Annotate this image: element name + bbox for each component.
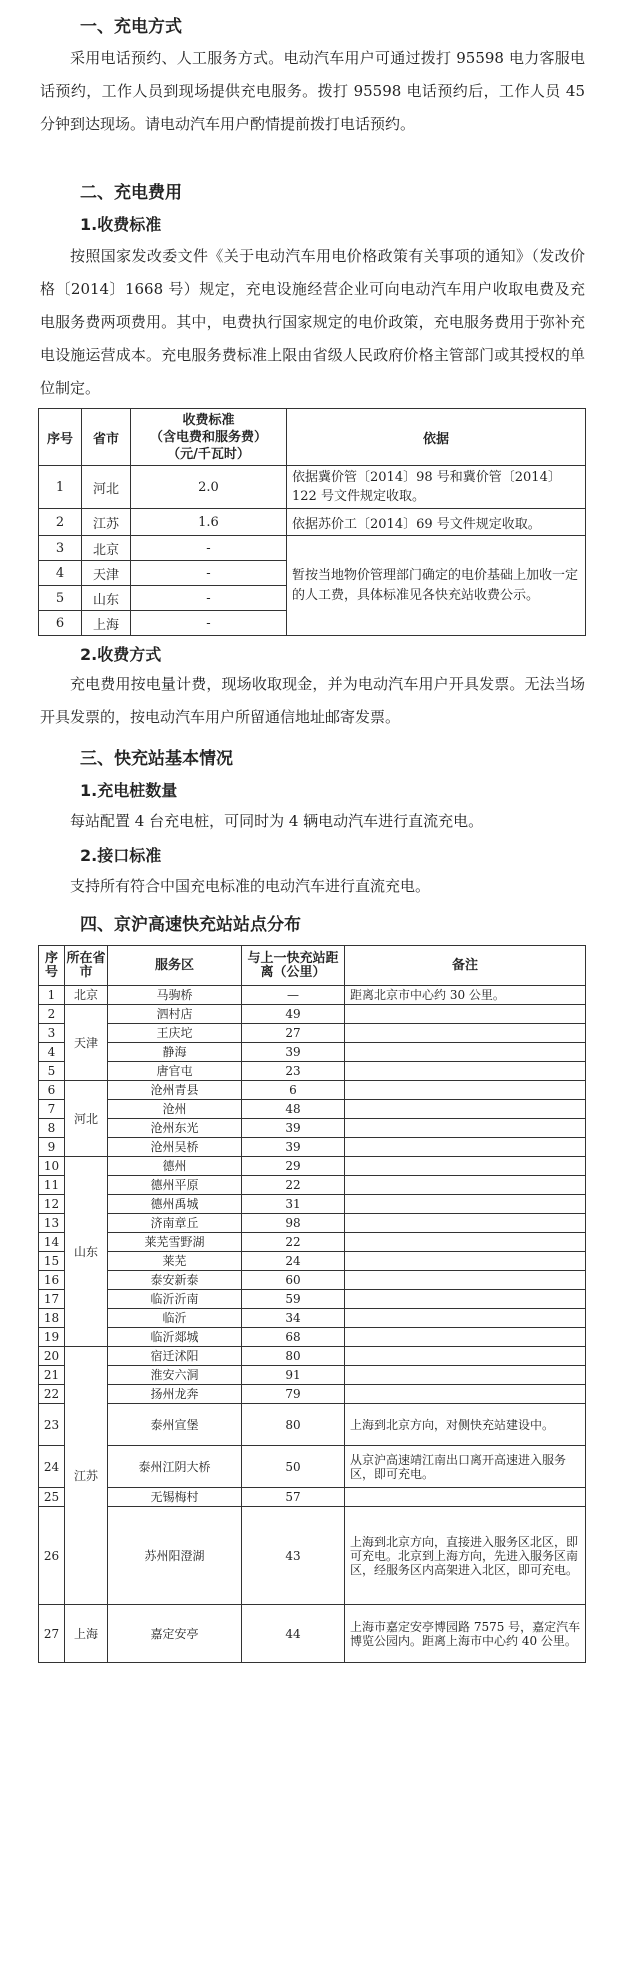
cell-service-area: 莱芜雪野湖: [108, 1233, 242, 1252]
cell-note: [345, 1366, 586, 1385]
cell-distance: 49: [242, 1005, 345, 1024]
cell-distance: 27: [242, 1024, 345, 1043]
cell-province: 上海: [65, 1605, 108, 1663]
cell-distance: 34: [242, 1309, 345, 1328]
section-1-title: 一、充电方式: [80, 17, 182, 37]
cell-service-area: 嘉定安亭: [108, 1605, 242, 1663]
cell-note: 上海到北京方向，对侧快充站建设中。: [345, 1404, 586, 1446]
section-3-subtitle-2: 2.接口标准: [80, 846, 162, 865]
section-2-paragraph-1: 按照国家发改委文件《关于电动汽车用电价格政策有关事项的通知》（发改价格〔2014〕1668 号）规定，充电设施经营企业可向电动汽车用户收取电费及充电服务费两项费用。其中，电费执行国家规定的电价政策，充电服务费用于弥补充电设施运营成本。充电服务费标准上限由省级人民政府价格主管部门或其授权的单位制定。: [40, 247, 585, 397]
cell-service-area: 泰州江阴大桥: [108, 1446, 242, 1488]
cell-no: 23: [39, 1404, 65, 1446]
table-row: [39, 1309, 586, 1328]
cell-note: [345, 1195, 586, 1214]
cell-distance: 68: [242, 1328, 345, 1347]
cell-service-area: 沧州: [108, 1100, 242, 1119]
table-row: [39, 1062, 586, 1081]
cell-province: 江苏: [65, 1347, 108, 1605]
table-row: [39, 1290, 586, 1309]
cell-province: 河北: [82, 466, 131, 509]
table-row: [39, 1366, 586, 1385]
cell-note: [345, 1005, 586, 1024]
cell-fee: -: [131, 536, 287, 561]
cell-service-area: 泰州宣堡: [108, 1404, 242, 1446]
cell-note: [345, 1252, 586, 1271]
cell-no: 19: [39, 1328, 65, 1347]
table-row: [39, 986, 586, 1005]
cell-distance: 50: [242, 1446, 345, 1488]
cell-distance: 91: [242, 1366, 345, 1385]
cell-note: [345, 1271, 586, 1290]
cell-no: 1: [39, 986, 65, 1005]
header-province: 所在省市: [65, 946, 108, 986]
cell-distance: 80: [242, 1404, 345, 1446]
cell-distance: 39: [242, 1043, 345, 1062]
cell-no: 4: [39, 1043, 65, 1062]
cell-no: 27: [39, 1605, 65, 1663]
cell-no: 14: [39, 1233, 65, 1252]
cell-province: 河北: [65, 1081, 108, 1157]
cell-no: 7: [39, 1100, 65, 1119]
table-header-row: [39, 409, 586, 466]
cell-service-area: 德州禹城: [108, 1195, 242, 1214]
cell-province: 山东: [65, 1157, 108, 1347]
table-row: [39, 1024, 586, 1043]
cell-note: [345, 1157, 586, 1176]
table-row: [39, 1328, 586, 1347]
cell-note: [345, 1119, 586, 1138]
section-2-paragraph-2: 充电费用按电量计费，现场收取现金，并为电动汽车用户开具发票。无法当场开具发票的，按电动汽车用户所留通信地址邮寄发票。: [40, 675, 585, 726]
table-row: [39, 1081, 586, 1100]
header-no: 序号: [39, 409, 82, 466]
cell-distance: 44: [242, 1605, 345, 1663]
cell-service-area: 泗村店: [108, 1005, 242, 1024]
table-header-row: [39, 946, 586, 986]
section-3-paragraph-1: 每站配置 4 台充电桩，可同时为 4 辆电动汽车进行直流充电。: [70, 812, 484, 830]
cell-no: 3: [39, 536, 82, 561]
header-service-area: 服务区: [108, 946, 242, 986]
cell-fee: -: [131, 561, 287, 586]
cell-fee: 1.6: [131, 509, 287, 536]
cell-fee: -: [131, 611, 287, 636]
table-row: [39, 1347, 586, 1366]
table-row: [39, 1176, 586, 1195]
cell-note: [345, 1328, 586, 1347]
section-2-title: 二、充电费用: [80, 183, 182, 203]
section-4-title: 四、京沪高速快充站站点分布: [80, 915, 301, 935]
table-row: [39, 1005, 586, 1024]
cell-service-area: 沧州青县: [108, 1081, 242, 1100]
cell-service-area: 临沂: [108, 1309, 242, 1328]
cell-no: 24: [39, 1446, 65, 1488]
cell-distance: 79: [242, 1385, 345, 1404]
table-row: [39, 1214, 586, 1233]
cell-no: 17: [39, 1290, 65, 1309]
cell-service-area: 宿迁沭阳: [108, 1347, 242, 1366]
station-distribution-table: [38, 945, 586, 1663]
cell-no: 8: [39, 1119, 65, 1138]
cell-no: 21: [39, 1366, 65, 1385]
header-province: 省市: [82, 409, 131, 466]
cell-note: [345, 1138, 586, 1157]
cell-no: 4: [39, 561, 82, 586]
cell-no: 10: [39, 1157, 65, 1176]
table-row: [39, 1271, 586, 1290]
cell-note: [345, 1309, 586, 1328]
section-1-paragraph: 采用电话预约、人工服务方式。电动汽车用户可通过拨打 95598 电力客服电话预约，工作人员到现场提供充电服务。拨打 95598 电话预约后，工作人员 45 分钟到达现场。请电动汽车用户酌情提前拨打电话预约。: [40, 49, 585, 133]
cell-no: 9: [39, 1138, 65, 1157]
cell-no: 1: [39, 466, 82, 509]
cell-note: [345, 1290, 586, 1309]
cell-note: 上海到北京方向，直接进入服务区北区，即可充电。北京到上海方向，先进入服务区南区，经服务区内高架进入北区，即可充电。: [345, 1507, 586, 1605]
cell-note: 上海市嘉定安亭博园路 7575 号，嘉定汽车博览公园内。距离上海市中心约 40 公里。: [345, 1605, 586, 1663]
header-fee: 收费标准 （含电费和服务费） （元/千瓦时）: [131, 409, 287, 466]
cell-service-area: 沧州东光: [108, 1119, 242, 1138]
cell-distance: —: [242, 986, 345, 1005]
cell-no: 16: [39, 1271, 65, 1290]
cell-province: 天津: [82, 561, 131, 586]
table-row: [39, 509, 586, 536]
cell-no: 13: [39, 1214, 65, 1233]
table-row: [39, 1100, 586, 1119]
table-row: [39, 1138, 586, 1157]
cell-province: 北京: [82, 536, 131, 561]
cell-distance: 57: [242, 1488, 345, 1507]
cell-note: [345, 1081, 586, 1100]
cell-service-area: 莱芜: [108, 1252, 242, 1271]
cell-no: 6: [39, 611, 82, 636]
cell-note: [345, 1100, 586, 1119]
cell-province: 上海: [82, 611, 131, 636]
cell-note: [345, 1176, 586, 1195]
cell-distance: 23: [242, 1062, 345, 1081]
cell-no: 18: [39, 1309, 65, 1328]
cell-no: 15: [39, 1252, 65, 1271]
cell-distance: 43: [242, 1507, 345, 1605]
cell-service-area: 德州: [108, 1157, 242, 1176]
cell-service-area: 临沂郯城: [108, 1328, 242, 1347]
cell-province: 北京: [65, 986, 108, 1005]
fee-standard-table: [38, 408, 586, 636]
section-3-subtitle-1: 1.充电桩数量: [80, 781, 178, 800]
cell-province: 山东: [82, 586, 131, 611]
table-row: [39, 1233, 586, 1252]
cell-note: [345, 1043, 586, 1062]
cell-distance: 29: [242, 1157, 345, 1176]
cell-distance: 24: [242, 1252, 345, 1271]
cell-no: 12: [39, 1195, 65, 1214]
cell-distance: 39: [242, 1119, 345, 1138]
cell-basis: 依据苏价工〔2014〕69 号文件规定收取。: [287, 509, 586, 536]
table-row: [39, 1252, 586, 1271]
cell-note: [345, 1347, 586, 1366]
cell-service-area: 泰安新泰: [108, 1271, 242, 1290]
table-row: [39, 1404, 586, 1446]
table-row: [39, 1385, 586, 1404]
cell-distance: 6: [242, 1081, 345, 1100]
cell-no: 11: [39, 1176, 65, 1195]
cell-distance: 22: [242, 1233, 345, 1252]
table-row: [39, 1488, 586, 1507]
cell-no: 22: [39, 1385, 65, 1404]
table-row: [39, 536, 586, 561]
cell-distance: 48: [242, 1100, 345, 1119]
cell-distance: 31: [242, 1195, 345, 1214]
cell-note: 从京沪高速靖江南出口离开高速进入服务区，即可充电。: [345, 1446, 586, 1488]
cell-note: 距离北京市中心约 30 公里。: [345, 986, 586, 1005]
cell-note: [345, 1385, 586, 1404]
cell-distance: 22: [242, 1176, 345, 1195]
section-2-subtitle-2: 2.收费方式: [80, 645, 162, 664]
cell-no: 20: [39, 1347, 65, 1366]
header-basis: 依据: [287, 409, 586, 466]
cell-service-area: 扬州龙奔: [108, 1385, 242, 1404]
cell-service-area: 淮安六洞: [108, 1366, 242, 1385]
cell-distance: 80: [242, 1347, 345, 1366]
cell-note: [345, 1488, 586, 1507]
cell-province: 天津: [65, 1005, 108, 1081]
cell-no: 5: [39, 1062, 65, 1081]
table-row: [39, 1507, 586, 1605]
cell-service-area: 苏州阳澄湖: [108, 1507, 242, 1605]
header-no: 序号: [39, 946, 65, 986]
cell-service-area: 沧州吴桥: [108, 1138, 242, 1157]
cell-service-area: 德州平原: [108, 1176, 242, 1195]
table-row: [39, 1446, 586, 1488]
table-row: [39, 1043, 586, 1062]
table-row: [39, 1157, 586, 1176]
table-row: [39, 1605, 586, 1663]
cell-distance: 60: [242, 1271, 345, 1290]
cell-service-area: 静海: [108, 1043, 242, 1062]
cell-fee: -: [131, 586, 287, 611]
section-3-paragraph-2: 支持所有符合中国充电标准的电动汽车进行直流充电。: [70, 877, 431, 895]
cell-fee: 2.0: [131, 466, 287, 509]
header-distance: 与上一快充站距离（公里）: [242, 946, 345, 986]
cell-service-area: 唐官屯: [108, 1062, 242, 1081]
cell-service-area: 临沂沂南: [108, 1290, 242, 1309]
cell-province: 江苏: [82, 509, 131, 536]
cell-no: 2: [39, 1005, 65, 1024]
cell-note: [345, 1233, 586, 1252]
cell-no: 5: [39, 586, 82, 611]
cell-no: 2: [39, 509, 82, 536]
table-row: [39, 1195, 586, 1214]
cell-note: [345, 1024, 586, 1043]
cell-distance: 98: [242, 1214, 345, 1233]
section-2-subtitle-1: 1.收费标准: [80, 215, 162, 234]
cell-service-area: 马驹桥: [108, 986, 242, 1005]
header-note: 备注: [345, 946, 586, 986]
cell-service-area: 无锡梅村: [108, 1488, 242, 1507]
table-row: [39, 466, 586, 509]
cell-basis-merged: 暂按当地物价管理部门确定的电价基础上加收一定的人工费，具体标准见各快充站收费公示。: [287, 536, 586, 636]
cell-service-area: 王庆坨: [108, 1024, 242, 1043]
cell-no: 25: [39, 1488, 65, 1507]
cell-service-area: 济南章丘: [108, 1214, 242, 1233]
section-3-title: 三、快充站基本情况: [80, 749, 233, 769]
cell-note: [345, 1062, 586, 1081]
cell-no: 6: [39, 1081, 65, 1100]
cell-distance: 59: [242, 1290, 345, 1309]
table-row: [39, 1119, 586, 1138]
cell-no: 26: [39, 1507, 65, 1605]
cell-note: [345, 1214, 586, 1233]
cell-basis: 依据冀价管〔2014〕98 号和冀价管〔2014〕122 号文件规定收取。: [287, 466, 586, 509]
cell-distance: 39: [242, 1138, 345, 1157]
cell-no: 3: [39, 1024, 65, 1043]
